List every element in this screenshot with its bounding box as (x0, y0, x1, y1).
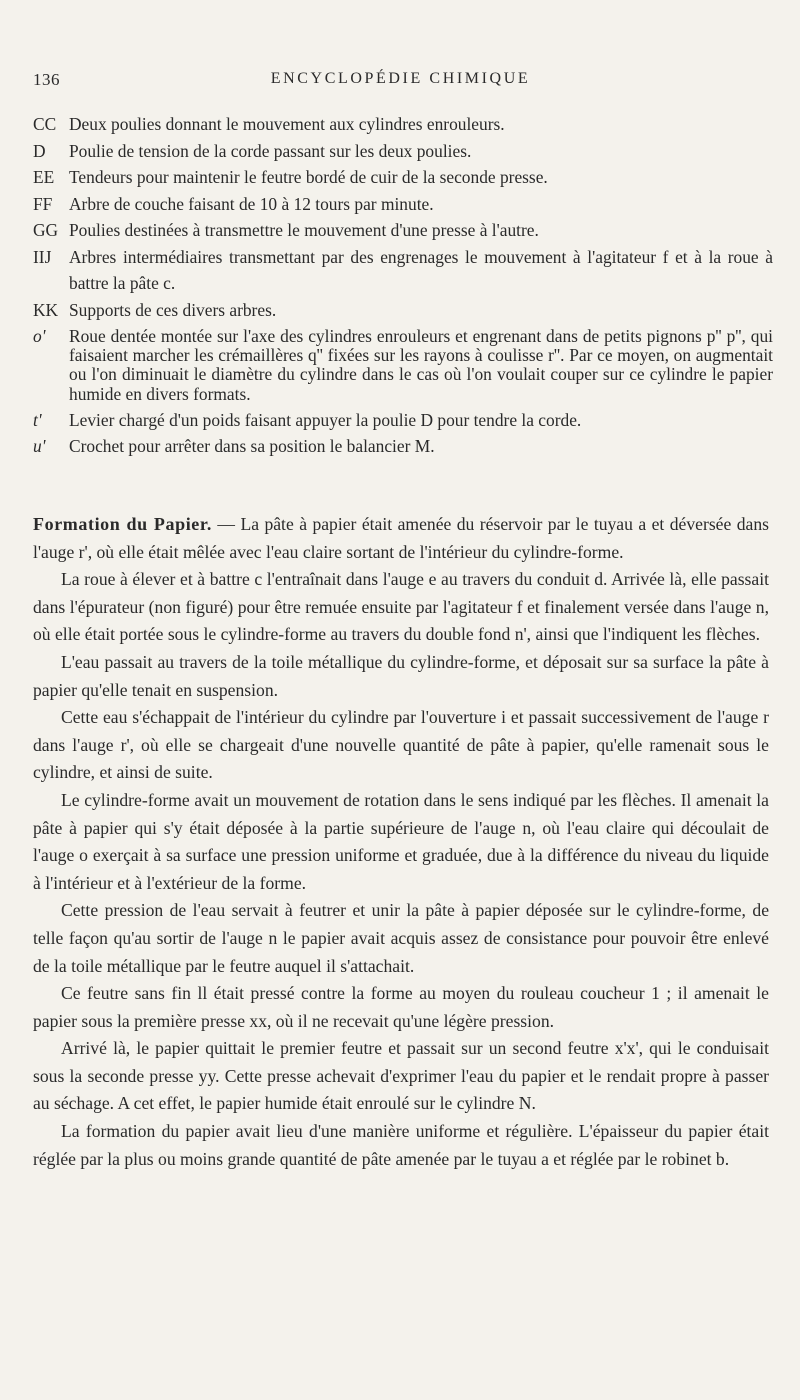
legend-key: CC (33, 114, 57, 134)
legend-key: KK (33, 299, 59, 320)
legend-description: Poulies destinées à transmettre le mouvement d'une presse à l'autre. (69, 220, 539, 240)
paragraph: La formation du papier avait lieu d'une manière uniforme et régulière. L'épaisseur du papier était réglée par la plus ou moins grande quantité de pâte amenée par le tuyau a et réglée par le robinet b. (33, 1121, 769, 1169)
legend-entry (33, 164, 773, 191)
paragraph: Cette pression de l'eau servait à feutrer et unir la pâte à papier déposée sur le cylindre-forme, de telle façon qu'au sortir de l'auge n le papier avait acquis assez de consistance pour pouvoir être enlevé de la toile métallique par le feutre auquel il s'attachait. (33, 900, 769, 976)
running-head: ENCYCLOPÉDIE CHIMIQUE (270, 70, 531, 87)
figure-legend (33, 111, 773, 460)
paragraph: Arrivé là, le papier quittait le premier feutre et passait sur un second feutre x'x', qui le conduisait sous la seconde presse yy. Cette presse achevait d'exprimer l'eau du papier et le rendait propre à passer au séchage. A cet effet, le papier humide était enroulé sur le cylindre N. (33, 1038, 769, 1114)
section-title: Formation du Papier. (33, 514, 212, 534)
paragraph: La roue à élever et à battre c l'entraînait dans l'auge e au travers du conduit d. Arrivée là, elle passait dans l'épurateur (non figuré) pour être remuée ensuite par l'agitateur f et finalement versée dans l'auge n, où elle était portée sous le cylindre-forme au travers du double fond n', ainsi que l'indiquent les flèches. (33, 569, 769, 645)
legend-description: Levier chargé d'un poids faisant appuyer la poulie D pour tendre la corde. (69, 409, 582, 430)
legend-description: Roue dentée montée sur l'axe des cylindres enrouleurs et engrenant dans de petits pignons p'' p'', qui faisaient marcher les crémaillères q'' fixées sur les rayons à coulisse r''. Par ce moyen, on augmentait ou l'on diminuait le diamètre du cylindre dans le cas où l'on voulait couper sur ce cylindre le papier humide en divers formats. (69, 326, 773, 404)
legend-key: IIJ (33, 246, 52, 267)
legend-entry (33, 327, 773, 404)
legend-key: t' (33, 409, 42, 430)
legend-description: Tendeurs pour maintenir le feutre bordé de cuir de la seconde presse. (69, 167, 548, 187)
legend-entry (33, 138, 773, 165)
body-text (33, 511, 769, 1173)
legend-key: EE (33, 167, 55, 187)
paragraph: Le cylindre-forme avait un mouvement de rotation dans le sens indiqué par les flèches. Il amenait la pâte à papier qui s'y était déposée à la partie supérieure de l'auge n, où l'eau claire qui découlait de l'auge o exerçait à sa surface une pression uniforme et graduée, due à la différence du niveau du liquide à l'intérieur et à l'extérieur de la forme. (33, 789, 769, 893)
page-number: 136 (33, 70, 60, 89)
page-header (33, 70, 768, 96)
paragraph: Ce feutre sans fin ll était pressé contre la forme au moyen du rouleau coucheur 1 ; il amenait le papier sous la première presse xx, où il ne recevait qu'une légère pression. (33, 983, 769, 1031)
section-lead-text: — La pâte à papier était amenée du réservoir par le tuyau a et déversée dans l'auge r', où elle était mêlée avec l'eau claire sortant de l'intérieur du cylindre-forme. (33, 514, 769, 562)
legend-entry (33, 111, 773, 138)
legend-description: Arbres intermédiaires transmettant par des engrenages le mouvement à l'agitateur f et à la roue à battre la pâte c. (69, 246, 773, 293)
legend-key: D (33, 140, 46, 161)
legend-description: Supports de ces divers arbres. (69, 299, 277, 320)
legend-key: u' (33, 436, 46, 457)
legend-description: Arbre de couche faisant de 10 à 12 tours par minute. (69, 193, 434, 214)
legend-description: Deux poulies donnant le mouvement aux cylindres enrouleurs. (69, 114, 505, 134)
paragraph: Cette eau s'échappait de l'intérieur du cylindre par l'ouverture i et passait successivement de l'auge r dans l'auge r', où elle se chargeait d'une nouvelle quantité de pâte à papier, qu'elle ramenait sous le cylindre, et ainsi de suite. (33, 707, 769, 783)
section-opening-paragraph (33, 511, 769, 566)
legend-entry (33, 407, 773, 434)
legend-key: FF (33, 193, 53, 214)
legend-key: GG (33, 220, 59, 240)
legend-entry (33, 191, 773, 218)
legend-description: Crochet pour arrêter dans sa position le balancier M. (69, 436, 435, 457)
paragraph: L'eau passait au travers de la toile métallique du cylindre-forme, et déposait sur sa surface la pâte à papier qu'elle tenait en suspension. (33, 651, 769, 700)
legend-entry (33, 433, 773, 460)
legend-key: o' (33, 326, 46, 346)
legend-description: Poulie de tension de la corde passant sur les deux poulies. (69, 140, 472, 161)
legend-entry (33, 244, 773, 297)
legend-entry (33, 297, 773, 324)
legend-entry (33, 217, 773, 244)
